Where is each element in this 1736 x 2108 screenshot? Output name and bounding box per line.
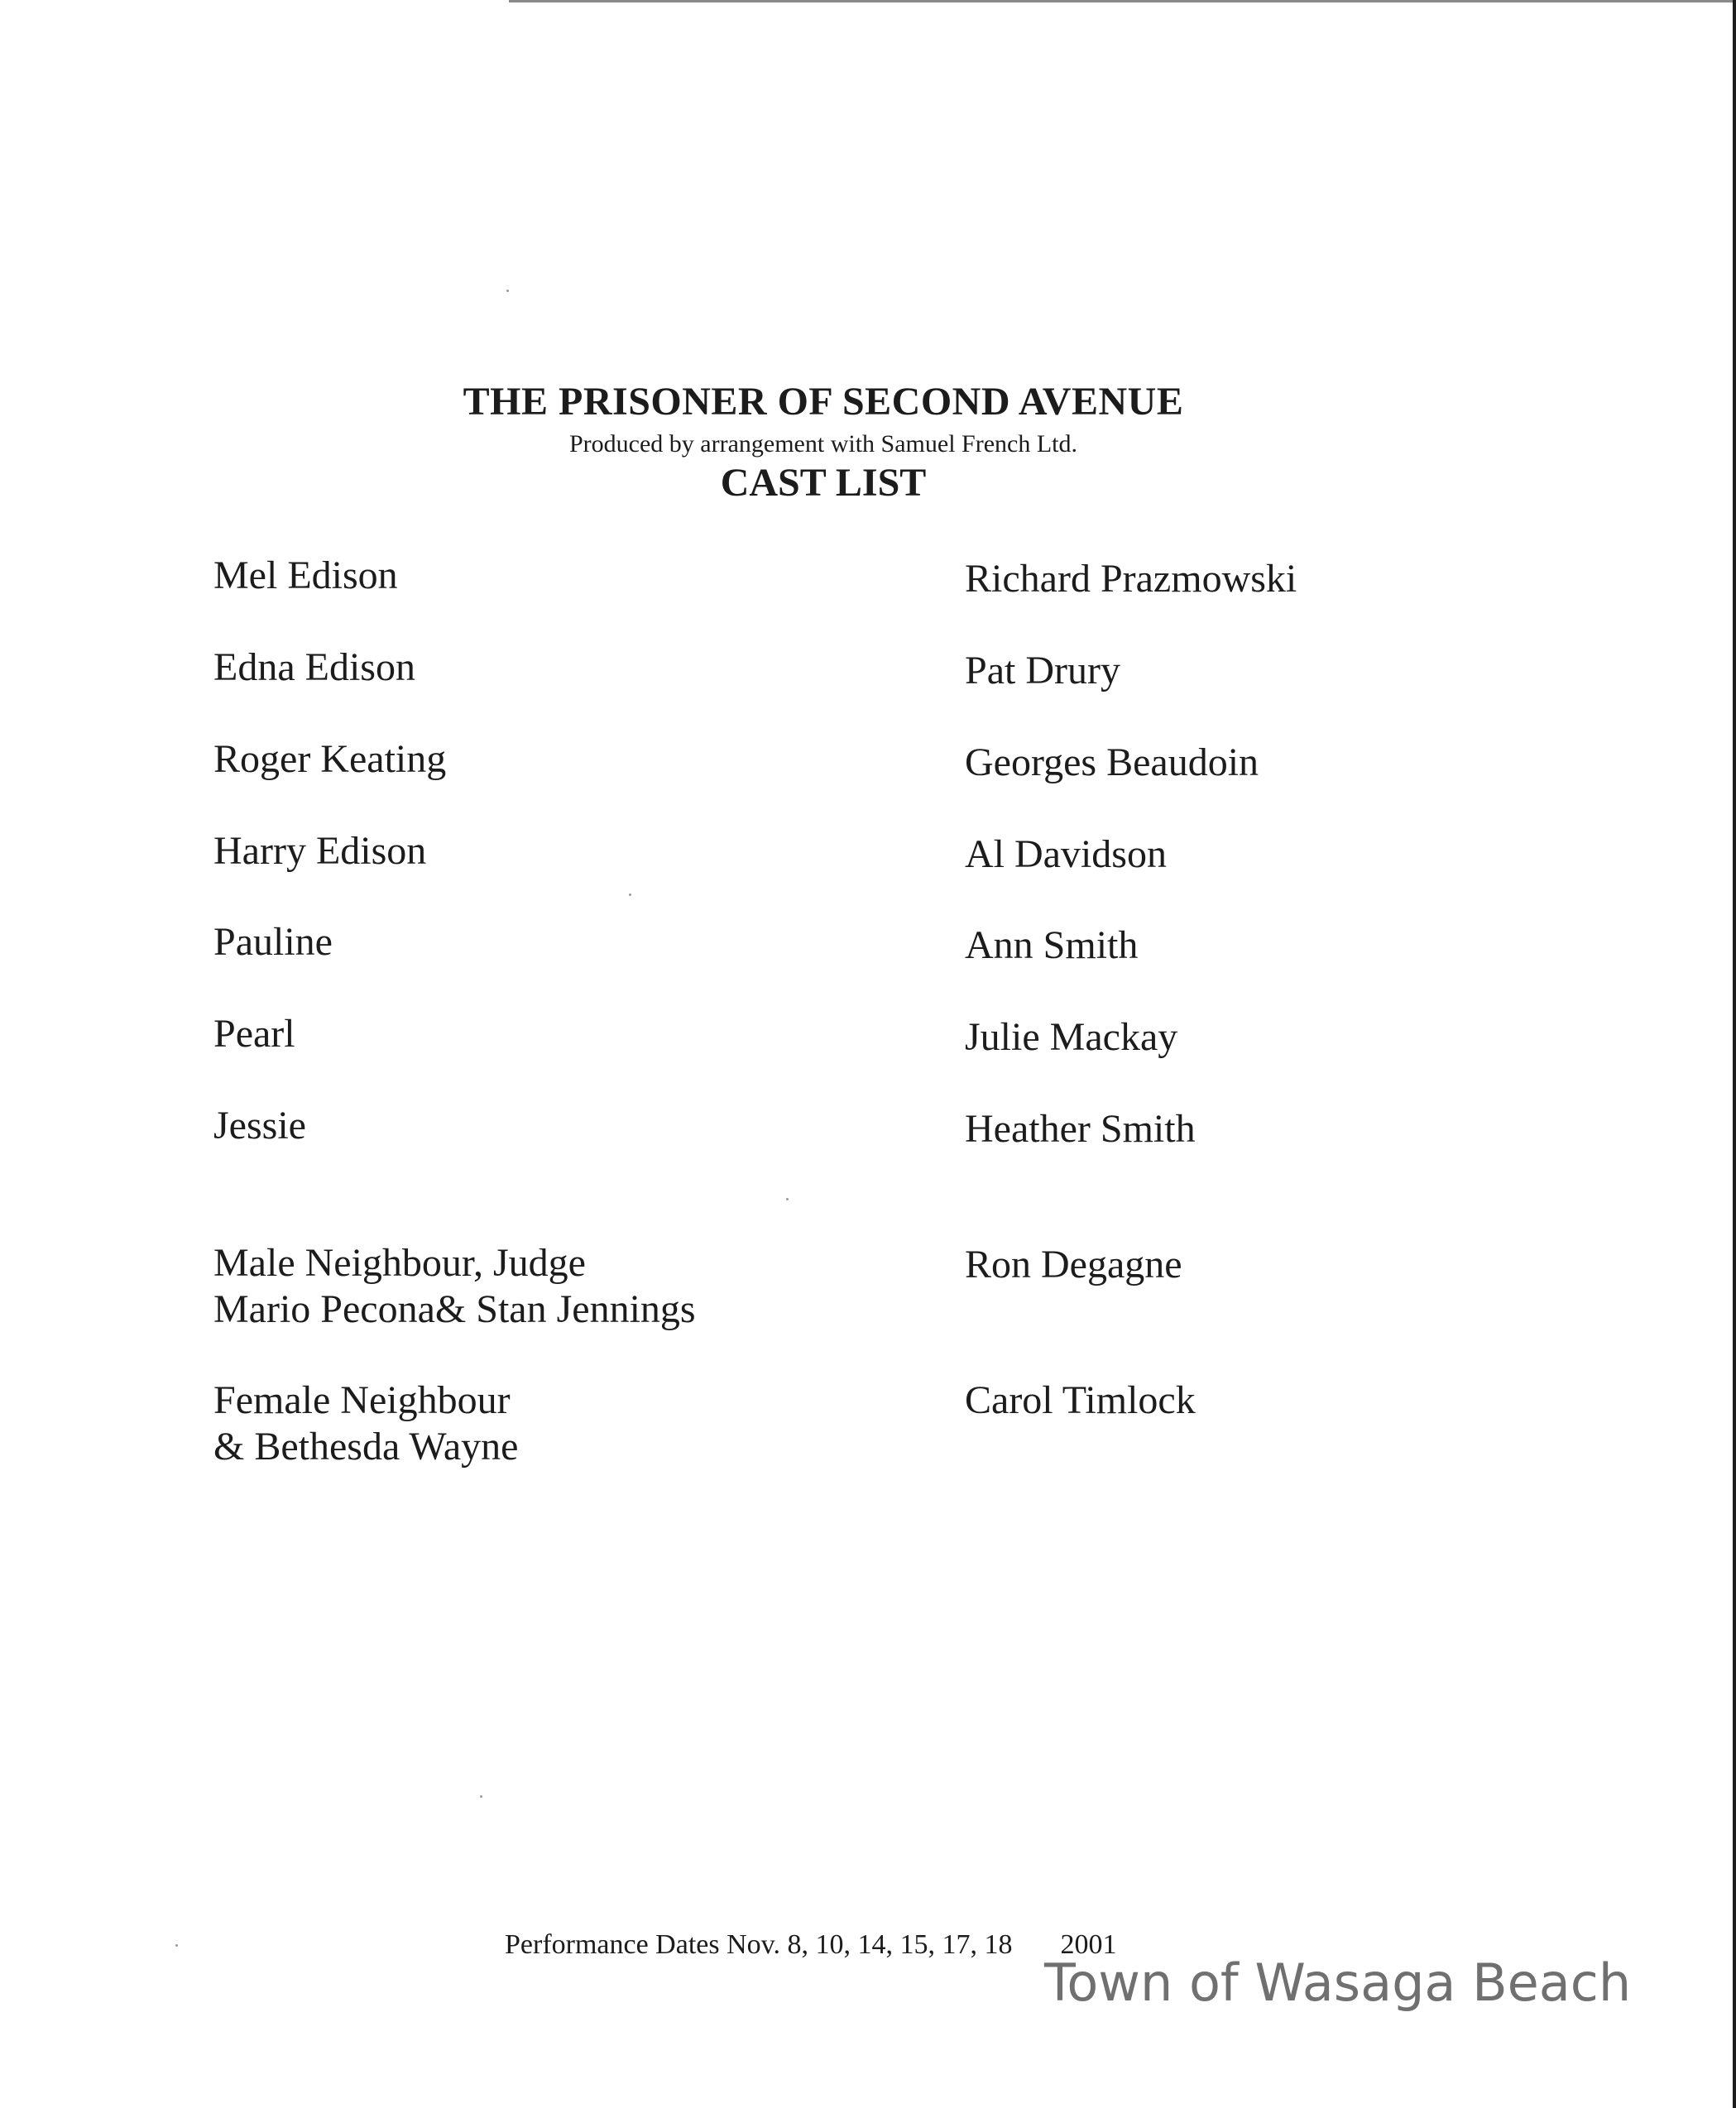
page-right-edge — [1733, 0, 1736, 2108]
cast-actor: Al Davidson — [965, 832, 1167, 876]
cast-actor: Richard Prazmowski — [965, 557, 1297, 601]
cast-role: Pauline — [213, 920, 333, 964]
cast-role: Jessie — [213, 1104, 306, 1147]
watermark: Town of Wasaga Beach — [1044, 1952, 1632, 2013]
cast-actor: Ron Degagne — [965, 1243, 1182, 1286]
production-note: Produced by arrangement with Samuel French Ltd. — [568, 430, 1077, 458]
cast-role: Male Neighbour, Judge Mario Pecona& Stan Jennings — [213, 1241, 696, 1331]
cast-role: Female Neighbour & Bethesda Wayne — [213, 1378, 519, 1468]
performance-dates-text: Performance Dates Nov. 8, 10, 14, 15, 17, 18 — [505, 1929, 1013, 1960]
paper-speck — [629, 894, 631, 896]
cast-actor: Pat Drury — [965, 649, 1120, 692]
cast-list-heading: CAST LIST — [720, 461, 927, 505]
cast-role: Harry Edison — [213, 829, 427, 873]
cast-actor: Ann Smith — [965, 923, 1139, 967]
cast-role: Roger Keating — [213, 737, 447, 781]
performance-year: 2001 — [1060, 1929, 1117, 1960]
cast-role: Mel Edison — [213, 553, 398, 597]
cast-role: Edna Edison — [213, 645, 415, 689]
cast-actor: Carol Timlock — [965, 1378, 1196, 1422]
paper-speck — [506, 290, 509, 292]
page-top-edge — [509, 0, 1736, 2]
paper-speck — [480, 1795, 482, 1798]
cast-role: Pearl — [213, 1012, 295, 1056]
play-title: THE PRISONER OF SECOND AVENUE — [463, 380, 1184, 424]
cast-actor: Julie Mackay — [965, 1015, 1178, 1059]
paper-speck — [175, 1944, 178, 1947]
performance-dates — [505, 1929, 1116, 1961]
paper-speck — [786, 1198, 789, 1200]
cast-actor: Georges Beaudoin — [965, 740, 1259, 784]
cast-actor: Heather Smith — [965, 1107, 1196, 1151]
